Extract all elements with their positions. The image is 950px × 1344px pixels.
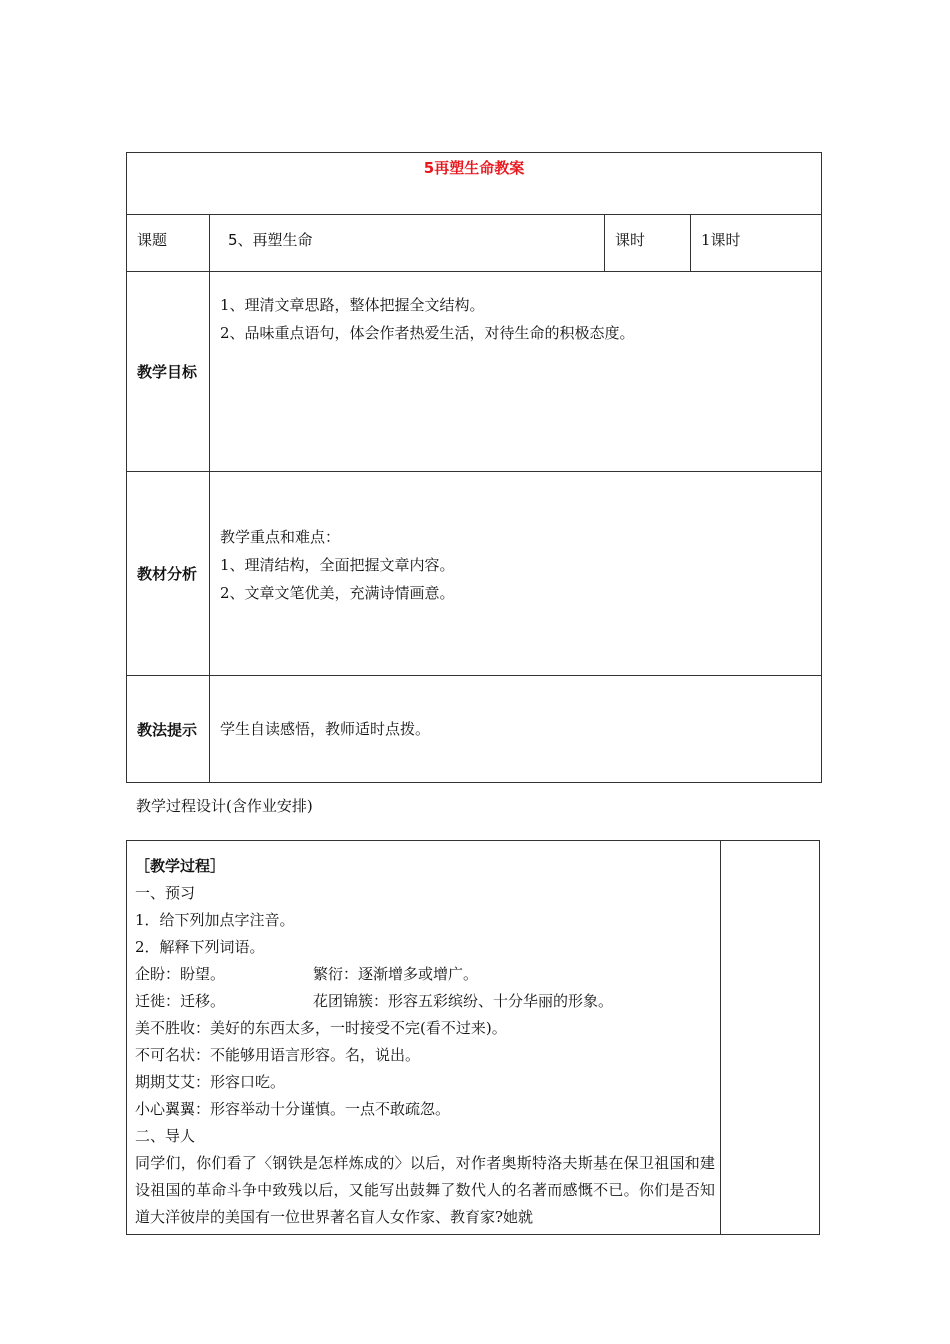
- method-label: 教法提示: [137, 720, 198, 739]
- vocab-line: [135, 988, 715, 1015]
- analysis-content: [210, 472, 822, 676]
- vocab-entry: 花团锦簇：形容五彩缤纷、十分华丽的形象。: [313, 992, 614, 1010]
- process-title: ［教学过程］: [135, 857, 226, 875]
- vocab-line: 期期艾艾：形容口吃。: [135, 1073, 286, 1091]
- process-heading: 教学过程设计(含作业安排): [136, 797, 313, 815]
- analysis-heading: 教学重点和难点：: [220, 528, 341, 546]
- goals-content: [210, 272, 822, 472]
- period-label: 课时: [605, 215, 691, 272]
- analysis-label: 教材分析: [137, 565, 198, 583]
- vocab-entry: 繁衍：逐渐增多或增广。: [313, 965, 479, 983]
- vocab-entry: 迁徙：迁移。: [135, 992, 226, 1010]
- period-value: 1课时: [691, 215, 822, 272]
- goal-item: 1、理清文章思路，整体把握全文结构。: [220, 296, 485, 314]
- method-content: [210, 676, 822, 783]
- vocab-line: [135, 961, 715, 988]
- topic-value: 5、再塑生命: [210, 215, 605, 272]
- topic-label: 课题: [127, 215, 210, 272]
- method-text: 学生自读感悟，教师适时点拨。: [220, 720, 431, 738]
- vocab-line: 小心翼翼：形容举动十分谨慎。一点不敢疏忽。: [135, 1100, 451, 1118]
- vocab-line: 美不胜收：美好的东西太多，一时接受不完(看不过来)。: [135, 1019, 507, 1037]
- task-phonetic: 1．给下列加点字注音。: [135, 911, 295, 929]
- process-content: [135, 853, 715, 1231]
- analysis-label-cell: [127, 472, 210, 676]
- document-title: 5再塑生命教案: [127, 153, 822, 215]
- vocab-entry: 企盼：盼望。: [135, 965, 226, 983]
- section-preview: 一、预习: [135, 884, 196, 902]
- goal-item: 2、品味重点语句，体会作者热爱生活，对待生命的积极态度。: [220, 324, 635, 342]
- analysis-item: 2、文章文笔优美，充满诗情画意。: [220, 584, 455, 602]
- goals-label-cell: [127, 272, 210, 472]
- task-explain: 2．解释下列词语。: [135, 938, 265, 956]
- analysis-item: 1、理清结构，全面把握文章内容。: [220, 556, 455, 574]
- section-intro: 二、导人: [135, 1127, 196, 1145]
- process-box: [126, 840, 820, 1235]
- method-label-cell: [127, 676, 210, 783]
- goals-label: 教学目标: [137, 363, 198, 381]
- intro-paragraph: 同学们，你们看了〈钢铁是怎样炼成的〉以后，对作者奥斯特洛夫斯基在保卫祖国和建设祖国的革命斗争中致残以后，又能写出鼓舞了数代人的名著而感慨不已。你们是否知道大洋彼岸的美国有一位世界著名盲人女作家、教育家?她就: [135, 1154, 715, 1226]
- lesson-info-table: [126, 152, 822, 783]
- column-divider: [720, 841, 721, 1234]
- vocab-line: 不可名状：不能够用语言形容。名，说出。: [135, 1046, 421, 1064]
